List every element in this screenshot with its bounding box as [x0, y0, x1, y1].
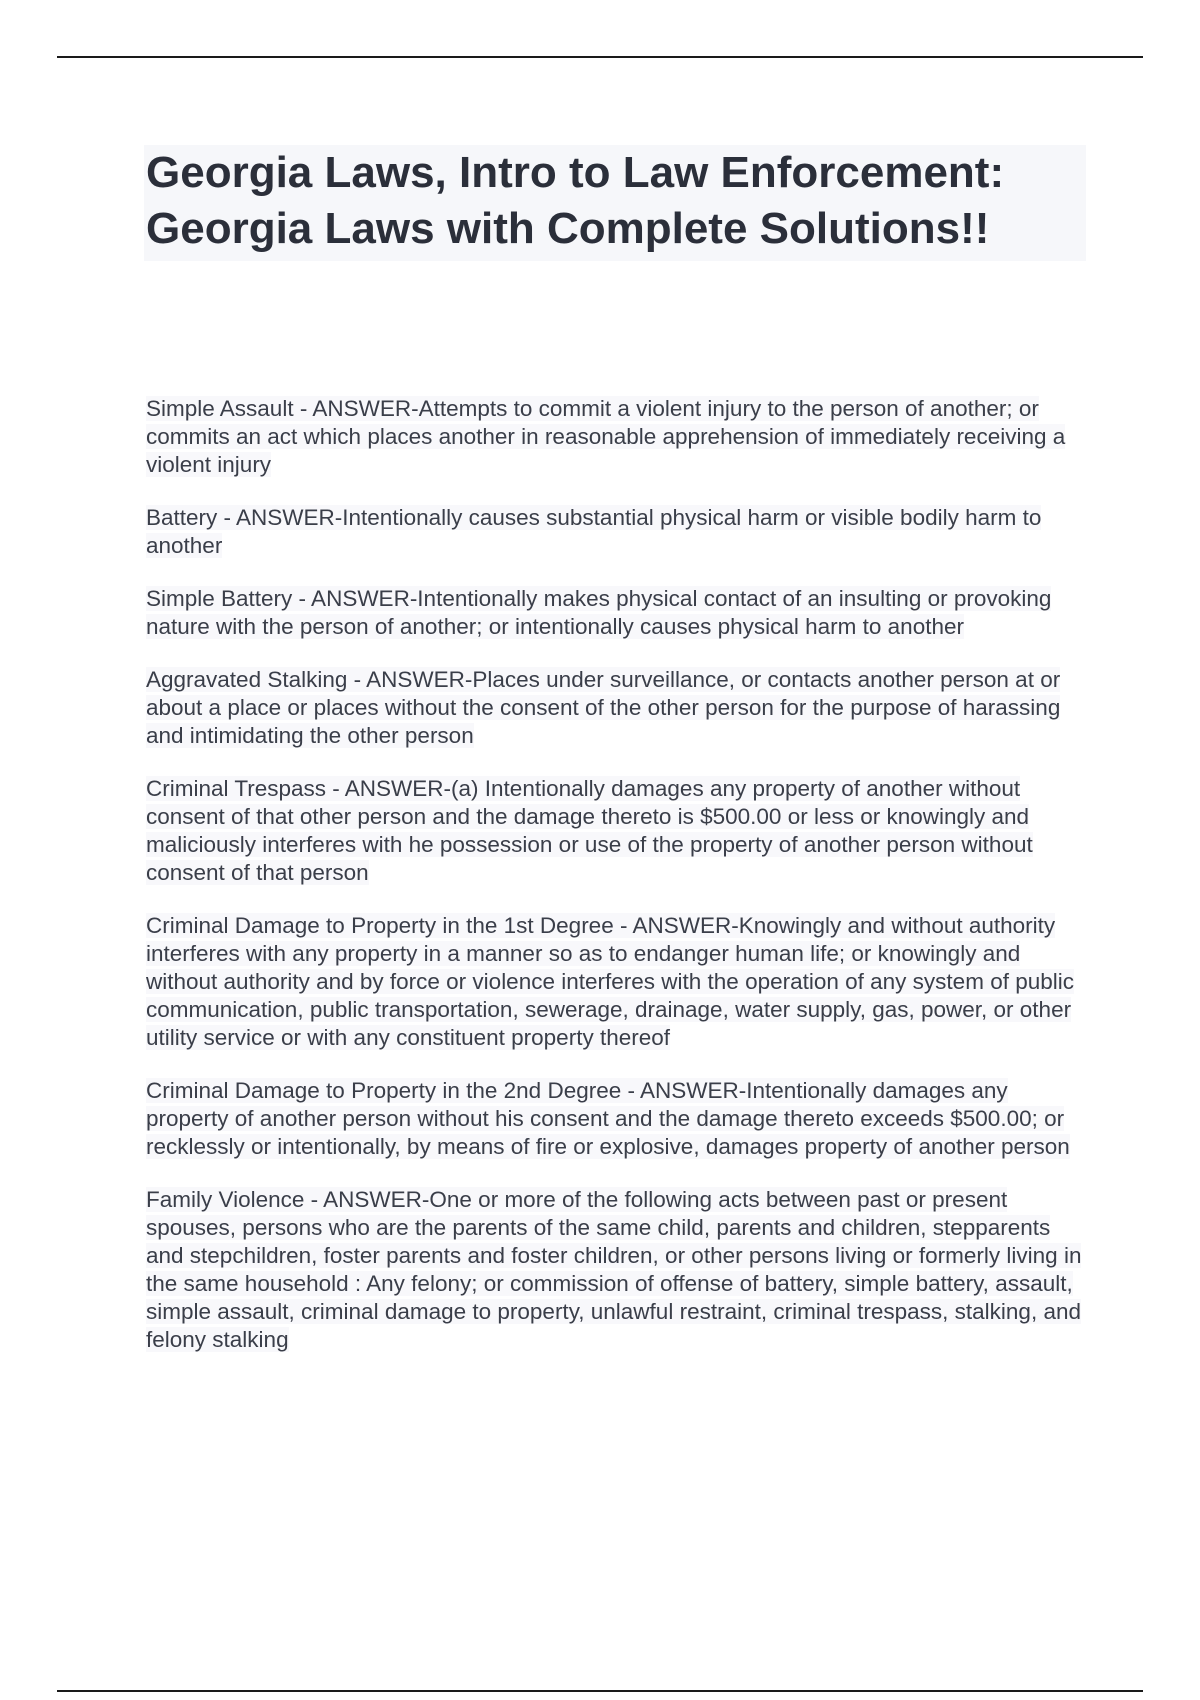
qa-entry — [146, 912, 1091, 1052]
title-block — [144, 145, 1086, 261]
qa-entry-text: Criminal Damage to Property in the 2nd Degree - ANSWER-Intentionally damages any property of another person without his consent and the damage thereto exceeds $500.00; or recklessly or intentionally, by means of fire or explosive, damages property of another person — [146, 1078, 1070, 1159]
qa-entry-text: Family Violence - ANSWER-One or more of the following acts between past or present spouses, persons who are the parents of the same child, parents and children, stepparents and stepchildren, foster parents and foster children, or other persons living or formerly living in the same household : Any felony; or commission of offense of battery, simple battery, assault, simple assault, criminal damage to property, unlawful restraint, criminal trespass, stalking, and felony stalking — [146, 1187, 1082, 1352]
qa-entry — [146, 585, 1091, 641]
qa-entry — [146, 395, 1091, 479]
qa-entry-text: Criminal Trespass - ANSWER-(a) Intentionally damages any property of another without consent of that other person and the damage thereto is $500.00 or less or knowingly and maliciously interferes with he possession or use of the property of another person without consent of that person — [146, 776, 1033, 885]
qa-entry-list — [146, 395, 1091, 1379]
document-title: Georgia Laws, Intro to Law Enforcement: Georgia Laws with Complete Solutions!! — [146, 148, 1005, 253]
qa-entry — [146, 504, 1091, 560]
qa-entry-text: Aggravated Stalking - ANSWER-Places under surveillance, or contacts another person at or about a place or places without the consent of the other person for the purpose of harassing and intimidating the other person — [146, 667, 1061, 748]
qa-entry-text: Simple Battery - ANSWER-Intentionally makes physical contact of an insulting or provoking nature with the person of another; or intentionally causes physical harm to another — [146, 586, 1052, 639]
qa-entry — [146, 1077, 1091, 1161]
qa-entry-text: Criminal Damage to Property in the 1st Degree - ANSWER-Knowingly and without authority interferes with any property in a manner so as to endanger human life; or knowingly and without authority and by force or violence interferes with the operation of any system of public communication, public transportation, sewerage, drainage, water supply, gas, power, or other utility service or with any constituent property thereof — [146, 913, 1074, 1050]
qa-entry — [146, 1186, 1091, 1354]
qa-entry-text: Battery - ANSWER-Intentionally causes substantial physical harm or visible bodily harm to another — [146, 505, 1042, 558]
footer-rule — [57, 1690, 1143, 1692]
header-rule — [57, 56, 1143, 58]
qa-entry-text: Simple Assault - ANSWER-Attempts to commit a violent injury to the person of another; or commits an act which places another in reasonable apprehension of immediately receiving a violent injury — [146, 396, 1066, 477]
qa-entry — [146, 666, 1091, 750]
qa-entry — [146, 775, 1091, 887]
